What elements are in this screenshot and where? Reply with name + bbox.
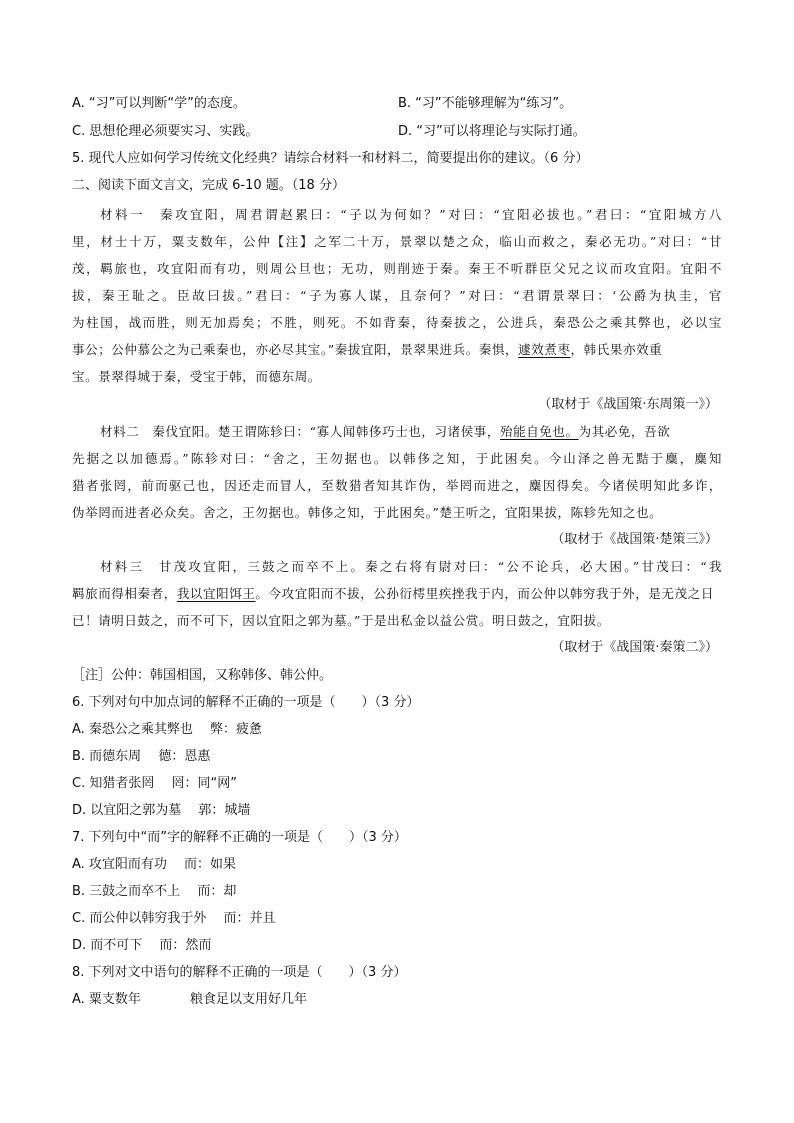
q7-option-c: C. 而公仲以韩穷我于外 而：并且 xyxy=(72,911,276,926)
material-1-line-5: 为柱国，战而胜，则无加焉矣；不胜，则死。不如背秦，待秦拔之，公进兵，秦恐公之乘其弊也，必以宝 xyxy=(72,315,722,330)
q4-option-c: C. 思想伦理必须要实习、实践。 xyxy=(72,124,259,139)
q7-option-d: D. 而不可下 而：然而 xyxy=(72,938,212,953)
material-1-line-6-start: 事公；公仲慕公之为己乘秦也，亦必尽其宝。”秦拔宜阳，景翠果进兵。秦惧， xyxy=(72,342,519,357)
material-2-line-4: 伪举罔而进者必众矣。舍之，王勿据也。韩侈之知，于此困矣。”楚王听之，宜阳果拔，陈轸先知之也。 xyxy=(72,505,663,520)
material-3-line-2 xyxy=(72,584,714,604)
material-1-line-2: 里，材士十万，粟支数年，公仲【注】之军二十万，景翠以楚之众，临山而救之，秦必无功。”对曰：“甘 xyxy=(72,234,722,249)
material-3-underlined-phrase: 我以宜阳饵王 xyxy=(176,586,256,601)
q8-option-a-text: A. 粟支数年 xyxy=(72,992,141,1007)
q4-option-b: B. “习”不能够理解为“练习”。 xyxy=(398,96,573,111)
q7-option-a: A. 攻宜阳而有功 而：如果 xyxy=(72,857,237,872)
q8-stem: 8. 下列对文中语句的解释不正确的一项是（ ）（3 分） xyxy=(72,965,407,980)
material-2-underlined-phrase: 殆能自免也。 xyxy=(500,424,579,439)
material-1-line-7: 宝。景翠得城于秦，受宝于韩，而德东周。 xyxy=(72,369,321,384)
q5-stem: 5. 现代人应如何学习传统文化经典？请综合材料一和材料二，简要提出你的建议。（6 分） xyxy=(72,151,589,166)
material-1-source: （取材于《战国策·东周策一》） xyxy=(538,397,718,412)
material-1-line-6 xyxy=(72,340,662,360)
material-3-line-3: 已！请明日鼓之，而不可下，因以宜阳之郭为墓。”于是出私金以益公赏。明日鼓之，宜阳拔。 xyxy=(72,613,610,628)
q6-stem: 6. 下列对句中加点词的解释不正确的一项是（ ）（3 分） xyxy=(72,695,420,710)
material-2-line-1-start: 材料二 秦伐宜阳。楚王谓陈轸曰：“寡人闻韩侈巧士也，习诸侯事， xyxy=(100,424,500,439)
material-1-line-4: 拔，秦王耻之。臣故曰拔。”君曰：“子为寡人谋，且奈何？”对曰：“君谓景翠曰：‘公爵为执圭，官 xyxy=(72,288,722,303)
q6-option-c: C. 知猎者张罔 罔：同“网” xyxy=(72,776,237,791)
material-2-line-2: 先据之以加德焉。”陈轸对曰：“舍之，王勿据也。以韩侈之知，于此困矣。今山泽之兽无黠于麋，麋知 xyxy=(72,451,722,466)
material-3-line-2-end: 。今攻宜阳而不拔，公孙衍樗里疾挫我于内，而公仲以韩穷我于外，是无茂之日 xyxy=(255,586,714,601)
section-2-heading: 二、阅读下面文言文，完成 6-10 题。（18 分） xyxy=(72,178,345,193)
material-1-underlined-phrase: 遽效煮枣 xyxy=(518,342,571,357)
q4-option-a: A. “习”可以判断“学”的态度。 xyxy=(72,96,246,111)
material-3-line-1: 材料三 甘茂攻宜阳，三鼓之而卒不上。秦之右将有尉对曰：“公不论兵，必大困。”甘茂曰：“我 xyxy=(100,559,722,574)
material-2-line-3: 猎者张罔，前而驱己也，因还走而冒人，至数猎者知其诈伪，举罔而进之，麋因得矣。今诸侯明知此多诈， xyxy=(72,478,722,493)
q8-option-a-explanation: 粮食足以支用好几年 xyxy=(190,992,308,1007)
material-3-source: （取材于《战国策·秦策二》） xyxy=(551,640,718,655)
material-1-line-3: 茂，羁旅也，攻宜阳而有功，则周公旦也；无功，则削迹于秦。秦王不听群臣父兄之议而攻宜阳。宜阳不 xyxy=(72,261,722,276)
q6-option-b: B. 而德东周 德：恩惠 xyxy=(72,749,211,764)
annotation-note: ［注］公仲：韩国相国，又称韩侈、韩公仲。 xyxy=(72,668,333,683)
q4-option-d: D. “习”可以将理论与实际打通。 xyxy=(398,124,586,139)
q6-option-d: D. 以宜阳之郭为墓 郭：城墙 xyxy=(72,803,251,818)
q6-option-a: A. 秦恐公之乘其弊也 弊：疲惫 xyxy=(72,722,263,737)
q7-stem: 7. 下列句中“而”字的解释不正确的一项是（ ）（3 分） xyxy=(72,830,407,845)
material-1-line-6-end: ，韩氏果亦效重 xyxy=(570,342,663,357)
q7-option-b: B. 三鼓之而卒不上 而：却 xyxy=(72,884,237,899)
material-2-line-1 xyxy=(100,422,670,442)
material-1-line-1: 材料一 秦攻宜阳，周君谓赵累曰：“子以为何如？”对曰：“宜阳必拔也。”君曰：“宜阳城方八 xyxy=(100,207,722,222)
material-2-source: （取材于《战国策·楚策三》） xyxy=(551,532,718,547)
material-2-line-1-end: 为其必免，吾欲 xyxy=(578,424,671,439)
material-3-line-2-start: 羁旅而得相秦者， xyxy=(72,586,177,601)
